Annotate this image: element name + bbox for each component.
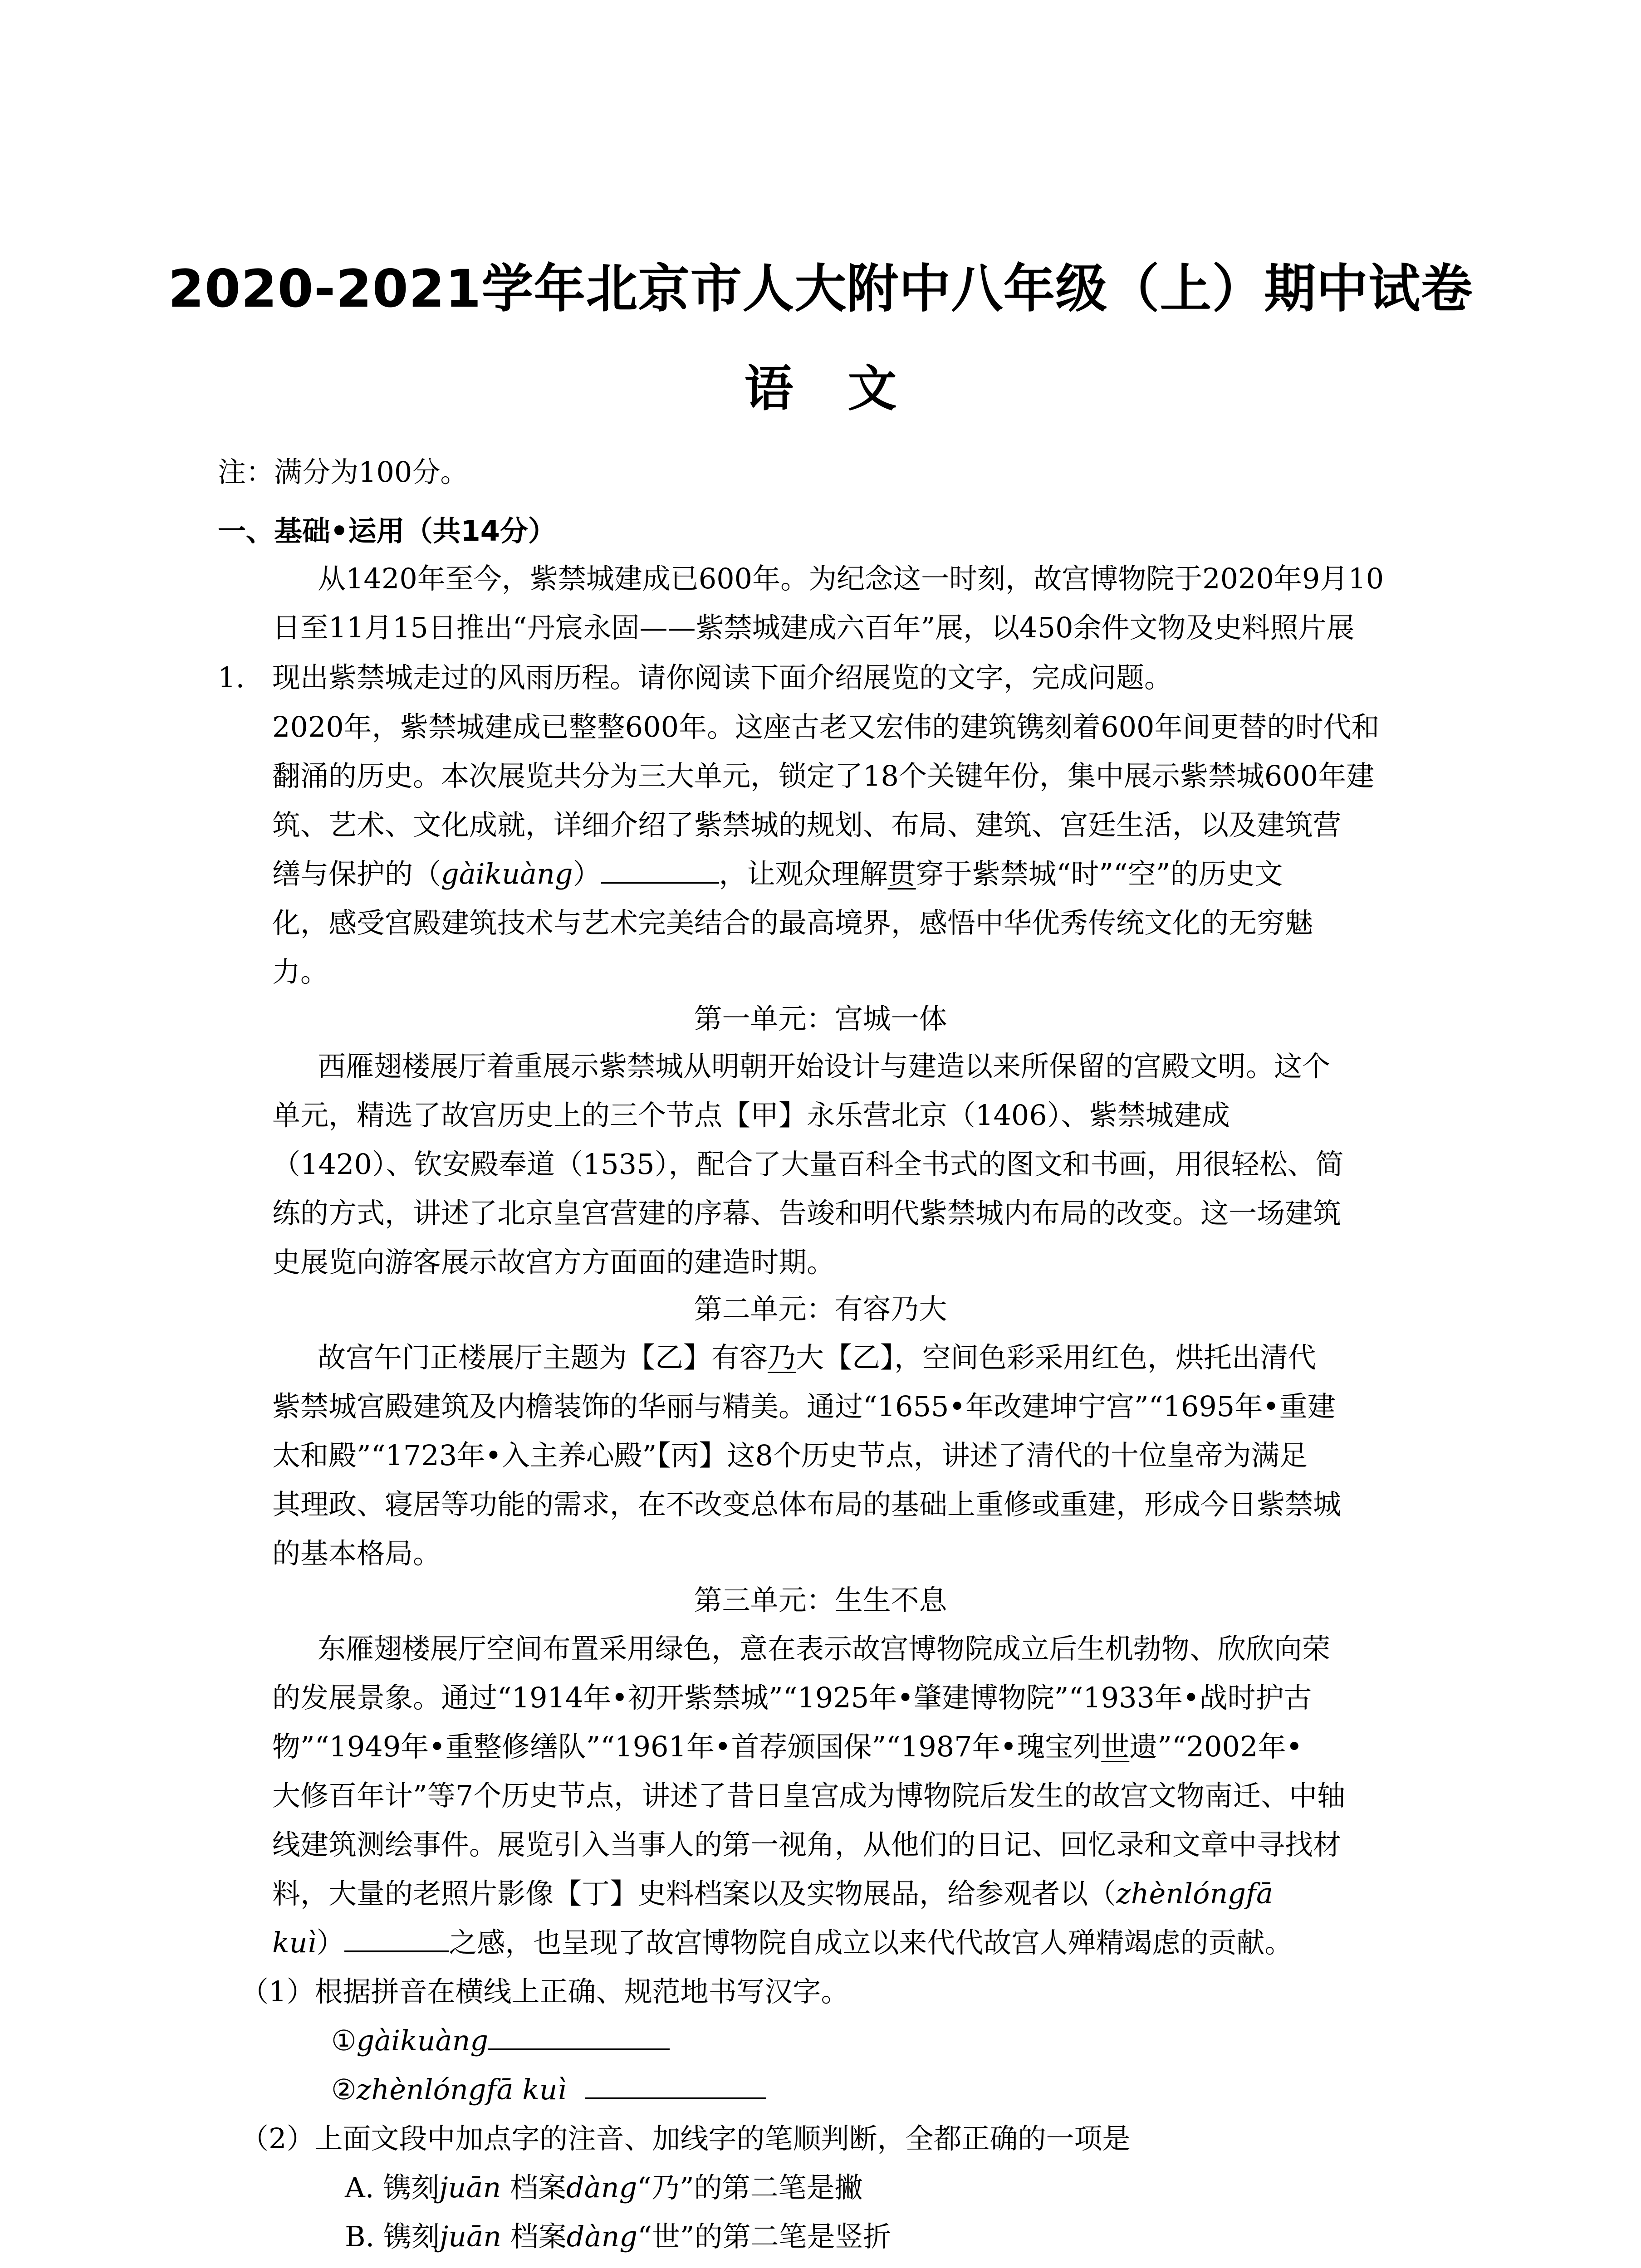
subquestion-1-item-2: [331, 2073, 766, 2106]
unit3-line-3-text-a: 物”“1949年•重整修缮队”“1961年•首荐颁国保”“1987年•瑰宝列: [272, 1730, 1102, 1763]
option-b-tail: “世”的第二笔是竖折: [637, 2220, 892, 2253]
option-b-pinyin-1: juān: [440, 2220, 502, 2253]
answer-line-2[interactable]: [585, 2097, 766, 2099]
option-b-pinyin-2: dàng: [566, 2220, 638, 2253]
unit2-line-1: [318, 1341, 1317, 1374]
subquestion-1: （1）根据拼音在横线上正确、规范地书写汉字。: [240, 1975, 849, 2008]
unit3-line-3: [272, 1730, 1303, 1763]
unit2-line-1-text-a: 故宫午门正楼展厅主题为【乙】有容: [318, 1341, 768, 1374]
unit2-line-5: 的基本格局。: [272, 1537, 441, 1570]
subquestion-1-item-1: [331, 2024, 670, 2057]
unit3-line-7: [272, 1926, 1293, 1959]
option-a-tail: “乃”的第二笔是撇: [637, 2171, 863, 2204]
p1-line-3: 筑、艺术、文化成就，详细介绍了紫禁城的规划、布局、建筑、宫廷生活，以及建筑营: [272, 808, 1342, 841]
option-b-text: 镌刻: [383, 2220, 440, 2253]
subquestion-2: （2）上面文段中加点字的注音、加线字的笔顺判断，全都正确的一项是: [240, 2122, 1131, 2155]
unit2-line-1-text-b: 大【乙】，空间色彩采用红色，烘托出清代: [796, 1341, 1317, 1374]
option-a[interactable]: [345, 2171, 863, 2204]
p1-line-4-text-c: ，让观众理解: [719, 857, 888, 890]
unit3-line-2: 的发展景象。通过“1914年•初开紫禁城”“1925年•肇建博物院”“1933年•战时护古: [272, 1681, 1312, 1714]
option-b-mid: 档案: [501, 2220, 567, 2253]
p1-line-1: 2020年，紫禁城建成已整整600年。这座古老又宏伟的建筑镌刻着600年间更替的时代和: [272, 710, 1380, 743]
item-2-mark: ②: [331, 2073, 357, 2106]
answer-blank-1[interactable]: [601, 882, 719, 884]
unit1-line-5: 史展览向游客展示故宫方方面面的建造时期。: [272, 1246, 835, 1279]
option-a-pinyin-2: dàng: [566, 2171, 637, 2204]
document-subtitle: 语文: [744, 361, 951, 417]
underlined-char-nai: 乃: [768, 1341, 796, 1374]
unit3-line-7-text-a: ）: [316, 1926, 345, 1959]
p1-line-4-text-d: 穿于紫禁城“时”“空”的历史文: [916, 857, 1283, 890]
option-a-text: 镌刻: [383, 2171, 440, 2204]
unit3-line-6: [272, 1877, 1273, 1910]
unit1-title: 第一单元：宫城一体: [694, 1002, 947, 1035]
item-1-pinyin: gàikuàng: [356, 2024, 489, 2057]
item-2-pinyin: zhènlóngfā kuì: [356, 2073, 567, 2106]
option-b-label: B.: [345, 2220, 375, 2253]
answer-line-1[interactable]: [488, 2048, 670, 2050]
unit3-line-1: 东雁翅楼展厅空间布置采用绿色，意在表示故宫博物院成立后生机勃物、欣欣向荣: [318, 1632, 1331, 1665]
unit3-line-3-text-b: 遗”“2002年•: [1129, 1730, 1303, 1763]
document-title: 2020-2021学年北京市人大附中八年级（上）期中试卷: [168, 259, 1473, 319]
p1-line-4-text-b: ）: [573, 857, 601, 890]
unit3-line-7-text-b: 之感，也呈现了故宫博物院自成立以来代代故宫人殚精竭虑的贡献。: [449, 1926, 1293, 1959]
unit1-line-3: （1420）、钦安殿奉道（1535），配合了大量百科全书式的图文和书画，用很轻松、简: [272, 1148, 1344, 1181]
intro-line-3: 现出紫禁城走过的风雨历程。请你阅读下面介绍展览的文字，完成问题。: [272, 661, 1173, 694]
pinyin-zhenlongfa: zhènlóngfā: [1116, 1877, 1273, 1910]
pinyin-gaikuang: gàikuàng: [441, 857, 573, 890]
item-1-mark: ①: [331, 2024, 357, 2057]
unit3-title: 第三单元：生生不息: [694, 1584, 947, 1617]
intro-line-2: 日至11月15日推出“丹宸永固——紫禁城建成六百年”展，以450余件文物及史料照片展: [272, 611, 1355, 644]
unit3-line-4: 大修百年计”等7个历史节点，讲述了昔日皇宫成为博物院后发生的故宫文物南迁、中轴: [272, 1779, 1346, 1812]
question-number: 1.: [218, 661, 245, 694]
unit2-line-2: 紫禁城宫殿建筑及内檐装饰的华丽与精美。通过“1655•年改建坤宁宫”“1695年•重建: [272, 1390, 1336, 1423]
answer-blank-2[interactable]: [344, 1950, 449, 1952]
p1-line-2: 翻涌的历史。本次展览共分为三大单元，锁定了18个关键年份，集中展示紫禁城600年建: [272, 759, 1375, 792]
pinyin-kui: kuì: [272, 1926, 317, 1959]
underlined-char-guan: 贯: [887, 857, 916, 890]
option-a-pinyin-1: juān: [439, 2171, 501, 2204]
option-a-mid: 档案: [501, 2171, 566, 2204]
unit2-line-4: 其理政、寝居等功能的需求，在不改变总体布局的基础上重修或重建，形成今日紫禁城: [272, 1488, 1342, 1521]
unit2-title: 第二单元：有容乃大: [694, 1292, 947, 1325]
option-b[interactable]: [345, 2220, 892, 2253]
unit1-line-1: 西雁翅楼展厅着重展示紫禁城从明朝开始设计与建造以来所保留的宫殿文明。这个: [318, 1050, 1331, 1083]
unit1-line-4: 练的方式，讲述了北京皇宫营建的序幕、告竣和明代紫禁城内布局的改变。这一场建筑: [272, 1197, 1342, 1230]
unit3-line-6-text-a: 料，大量的老照片影像【丁】史料档案以及实物展品，给参观者以（: [272, 1877, 1117, 1910]
p1-line-4: [272, 857, 1283, 890]
p1-line-5: 化，感受宫殿建筑技术与艺术完美结合的最高境界，感悟中华优秀传统文化的无穷魅: [272, 906, 1313, 939]
intro-line-1: 从1420年至今，紫禁城建成已600年。为纪念这一时刻，故宫博物院于2020年9月10: [318, 562, 1384, 595]
unit1-line-2: 单元，精选了故宫历史上的三个节点【甲】永乐营北京（1406）、紫禁城建成: [272, 1099, 1230, 1132]
p1-line-4-text-a: 缮与保护的（: [272, 857, 441, 890]
unit3-line-5: 线建筑测绘事件。展览引入当事人的第一视角，从他们的日记、回忆录和文章中寻找材: [272, 1828, 1342, 1861]
option-a-label: A.: [345, 2171, 374, 2204]
underlined-char-shi: 世: [1101, 1730, 1130, 1763]
section-heading: 一、基础•运用（共14分）: [218, 514, 556, 547]
score-note: 注：满分为100分。: [218, 455, 469, 489]
unit2-line-3: 太和殿”“1723年•入主养心殿”【丙】这8个历史节点，讲述了清代的十位皇帝为满足: [272, 1439, 1308, 1472]
p1-line-6: 力。: [272, 955, 329, 988]
